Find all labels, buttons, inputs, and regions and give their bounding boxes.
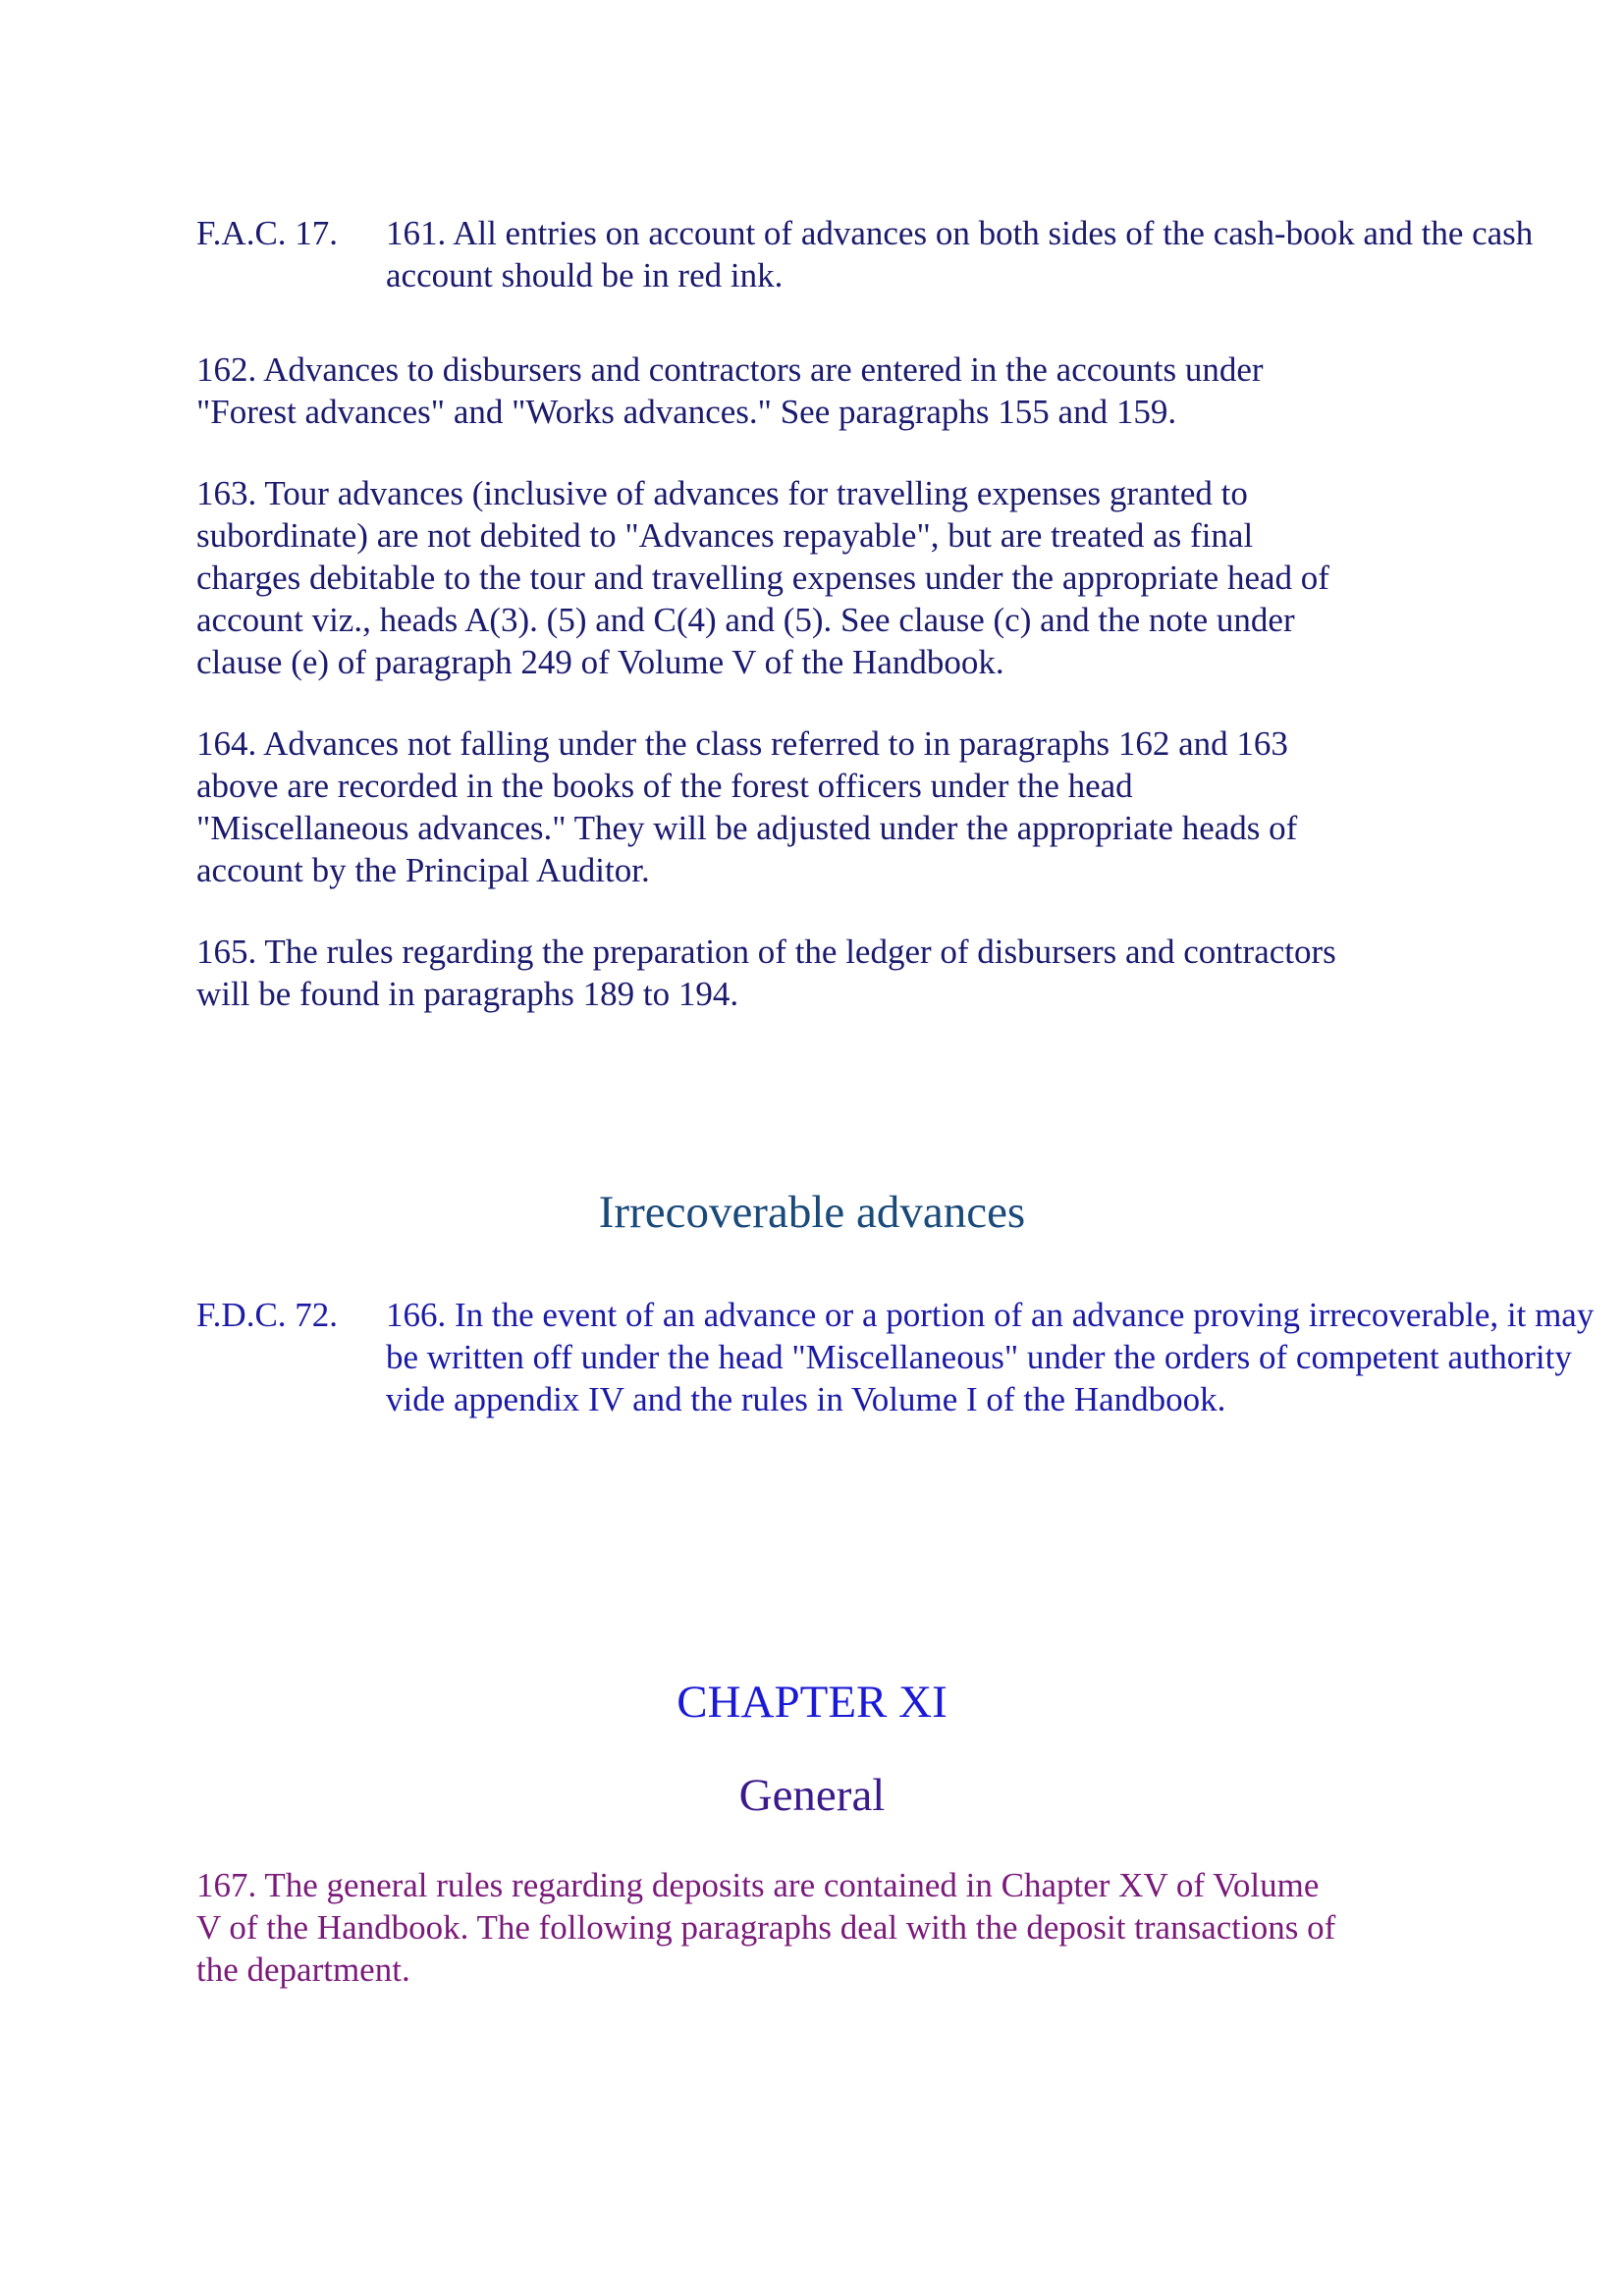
- paragraph-163: [196, 472, 1473, 683]
- section-heading: Irrecoverable advances: [598, 1187, 1026, 1238]
- text-line: 167. The general rules regarding deposits are contained in Chapter XV of Volume: [196, 1866, 1320, 1904]
- paragraph-162: [196, 348, 1473, 433]
- text-line: 163. Tour advances (inclusive of advances for travelling expenses granted to: [196, 474, 1248, 512]
- text-line: 164. Advances not falling under the class referred to in paragraphs 162 and 163: [196, 724, 1288, 763]
- margin-reference: F.D.C. 72.: [196, 1296, 339, 1334]
- text-line: account viz., heads A(3). (5) and C(4) and (5). See clause (c) and the note under: [196, 601, 1295, 639]
- text-line: 166. In the event of an advance or a portion of an advance proving irrecoverable, it may: [386, 1296, 1595, 1334]
- text-line: charges debitable to the tour and travelling expenses under the appropriate head of: [196, 559, 1329, 597]
- text-line: "Forest advances" and "Works advances." See paragraphs 155 and 159.: [196, 393, 1177, 431]
- text-line: V of the Handbook. The following paragraphs deal with the deposit transactions of: [196, 1908, 1336, 1947]
- paragraph-164: [196, 722, 1473, 891]
- text-line: the department.: [196, 1950, 410, 1989]
- paragraph-text: [386, 212, 1533, 296]
- paragraph-161: [196, 212, 1624, 300]
- text-line: account should be in red ink.: [386, 256, 784, 294]
- text-line: "Miscellaneous advances." They will be adjusted under the appropriate heads of: [196, 809, 1298, 847]
- text-line: account by the Principal Auditor.: [196, 851, 650, 889]
- text-line: 165. The rules regarding the preparation of the ledger of disbursers and contractors: [196, 933, 1336, 971]
- text-line: clause (e) of paragraph 249 of Volume V of the Handbook.: [196, 643, 1004, 681]
- paragraph-165: [196, 931, 1473, 1015]
- text-line: be written off under the head "Miscellaneous" under the orders of competent authority: [386, 1338, 1572, 1376]
- text-line: subordinate) are not debited to "Advances repayable", but are treated as final: [196, 516, 1254, 555]
- paragraph-167: [196, 1864, 1473, 1991]
- paragraph-166: [196, 1294, 1624, 1426]
- text-line: above are recorded in the books of the forest officers under the head: [196, 767, 1133, 805]
- paragraph-text: [386, 1294, 1594, 1420]
- text-line: 161. All entries on account of advances on both sides of the cash-book and the cash: [386, 214, 1534, 252]
- text-line: will be found in paragraphs 189 to 194.: [196, 975, 739, 1013]
- chapter-heading: CHAPTER XI: [677, 1677, 947, 1728]
- margin-reference: F.A.C. 17.: [196, 214, 339, 252]
- text-line: vide appendix IV and the rules in Volume I of the Handbook.: [386, 1380, 1226, 1418]
- text-line: 162. Advances to disbursers and contractors are entered in the accounts under: [196, 350, 1264, 389]
- subsection-heading: General: [738, 1770, 886, 1821]
